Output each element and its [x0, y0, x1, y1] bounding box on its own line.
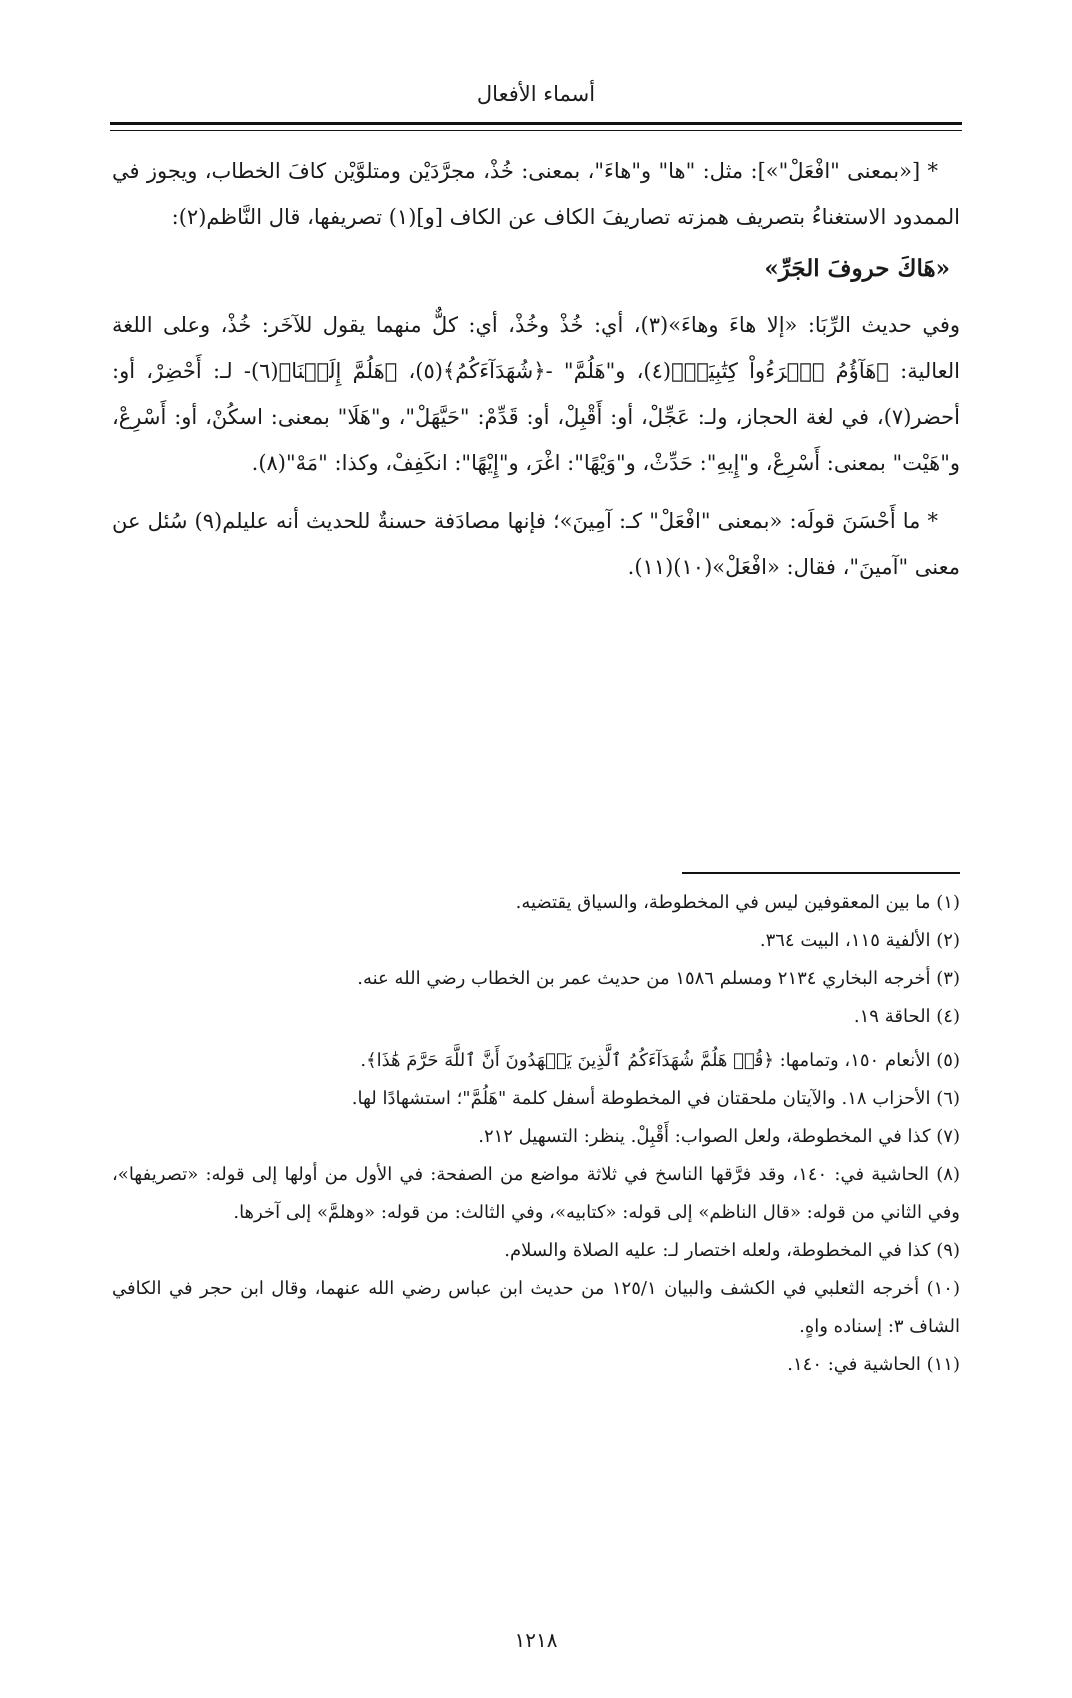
paragraph-1: * [«بمعنى "افْعَلْ"»]: مثل: "ها" و"هاءَ"، بمعنى: خُذْ، مجرَّدَيْن ومتلوَّيْن كافَ الخطاب، ويجوز في الممدود الاستغناءُ بتصريف همزته تصاريفَ الكاف عن الكاف [و](١) تصريفها، قال النَّاظم(٢): — [112, 159, 960, 229]
paragraph-2: وفي حديث الرِّبَا: «إلا هاءَ وهاءَ»(٣)، أي: خُذْ وخُذْ، أي: كلٌّ منهما يقول للآخَر: خُذْ، وعلى اللغة العالية: ﴿هَآؤُمُ ٱقۡرَءُواْ كِتَٰبِيَهۡ﴾(٤)، و"هَلُمَّ" -﴿شُهَدَآءَكُمُ﴾(٥)، ﴿هَلُمَّ إِلَيۡنَا﴾(٦)- لـ: أَحْضِرْ، أو: أحضر(٧)، في لغة الحجاز، ولـ: عَجِّلْ، أو: أَقْبِلْ، أو: قَدِّمْ: "حَيَّهَلْ"، و"هَلَا" بمعنى: اسكُنْ، أو: أَسْرِعْ، و"هَيْت" بمعنى: أَسْرِعْ، و"إِيهِ": حَدِّثْ، و"وَيْهًا": اغْرَ، و"إِيْهًا": انكَفِفْ، وكذا: "مَهْ"(٨). — [112, 313, 961, 475]
running-title: أسماء الأفعال — [476, 82, 596, 106]
footnote-6: (٦) الأحزاب ١٨. والآيتان ملحقتان في المخطوطة أسفل كلمة "هَلُمَّ"؛ استشهادًا لها. — [351, 1088, 960, 1109]
footnote-separator — [682, 872, 960, 874]
footnote-7: (٧) كذا في المخطوطة، ولعل الصواب: أَقْبِلْ. ينظر: التسهيل ٢١٢. — [478, 1126, 960, 1147]
footnotes — [112, 884, 960, 1384]
footnote-4: (٤) الحاقة ١٩. — [853, 1006, 960, 1027]
footnote-3: (٣) أخرجه البخاري ٢١٣٤ ومسلم ١٥٨٦ من حديث عمر بن الخطاب رضي الله عنه. — [357, 968, 960, 989]
footnote-11: (١١) الحاشية في: ١٤٠. — [787, 1354, 960, 1375]
page-number: ١٢١٨ — [514, 1628, 558, 1652]
header-rule-thick — [110, 122, 962, 125]
header-rule-thin — [110, 130, 962, 131]
footnote-8: (٨) الحاشية في: ١٤٠، وقد فرَّقها الناسخ في ثلاثة مواضع من الصفحة: في الأول من أولها إلى قوله: «تصريفها»، وفي الثاني من قوله: «قال الناظم» إلى قوله: «كتابيه»، وفي الثالث: من قوله: «وهلمَّ» إلى آخرها. — [112, 1164, 960, 1223]
main-text — [112, 148, 960, 590]
paragraph-3: * ما أَحْسَنَ قولَه: «بمعنى "افْعَلْ" كـ: آمِينَ»؛ فإنها مصادَفة حسنةٌ للحديث أنه عليلم(٩) سُئل عن معنى "آمينَ"، فقال: «افْعَلْ»(١٠)(١١). — [112, 509, 960, 579]
footnote-5: (٥) الأنعام ١٥٠، وتمامها: ﴿قُلۡ هَلُمَّ شُهَدَآءَكُمُ ٱلَّذِينَ يَشۡهَدُونَ أَنَّ ٱللَّهَ حَرَّمَ هَٰذَا﴾. — [360, 1050, 960, 1071]
footnote-10: (١٠) أخرجه الثعلبي في الكشف والبيان ١٢٥/١ من حديث ابن عباس رضي الله عنهما، وقال ابن حجر في الكافي الشاف ٣: إسناده واهٍ. — [112, 1278, 960, 1337]
footnote-1: (١) ما بين المعقوفين ليس في المخطوطة، والسياق يقتضيه. — [515, 892, 960, 913]
verse-quote: «هَاكَ حروفَ الجَرِّ» — [764, 255, 950, 282]
footnote-9: (٩) كذا في المخطوطة، ولعله اختصار لـ: عليه الصلاة والسلام. — [504, 1240, 960, 1261]
footnote-2: (٢) الألفية ١١٥، البيت ٣٦٤. — [759, 930, 960, 951]
